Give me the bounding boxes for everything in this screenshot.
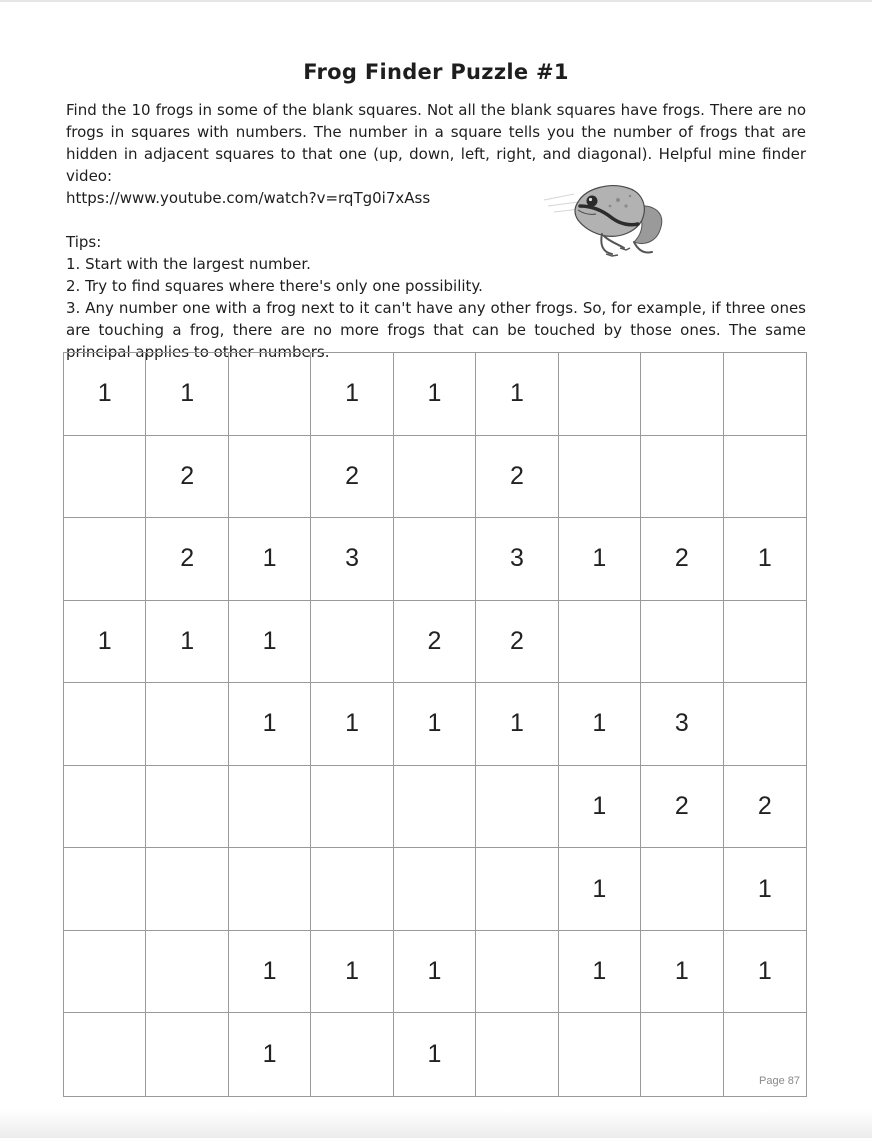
tip-item: 1. Start with the largest number.: [66, 255, 311, 273]
grid-cell: 1: [724, 848, 806, 931]
grid-cell: 1: [724, 931, 806, 1014]
grid-cell: [641, 601, 723, 684]
tips-heading: Tips:: [66, 233, 102, 251]
grid-cell: [394, 766, 476, 849]
grid-cell: [146, 683, 228, 766]
grid-cell: 1: [641, 931, 723, 1014]
tip-item: 3. Any number one with a frog next to it can't have any other frogs. So, for example, if three ones are touching a frog, there are no more frogs that can be touched by those ones. The same principal applies to other numbers.: [66, 299, 806, 361]
grid-cell: 1: [559, 766, 641, 849]
grid-cell: [311, 601, 393, 684]
grid-cell: 1: [559, 683, 641, 766]
grid-cell: 3: [311, 518, 393, 601]
grid-cell: 2: [311, 436, 393, 519]
grid-cell: 1: [394, 931, 476, 1014]
grid-cell: 1: [394, 683, 476, 766]
grid-cell: [394, 848, 476, 931]
page-number: Page 87: [759, 1075, 800, 1087]
grid-cell: [311, 848, 393, 931]
grid-cell: [641, 1013, 723, 1096]
grid-cell: 1: [311, 683, 393, 766]
tip-item: 2. Try to find squares where there's only one possibility.: [66, 277, 483, 295]
grid-cell: [724, 683, 806, 766]
grid-cell: 1: [311, 931, 393, 1014]
grid-cell: 1: [476, 353, 558, 436]
grid-cell: 1: [394, 1013, 476, 1096]
grid-cell: 1: [229, 601, 311, 684]
grid-cell: [146, 848, 228, 931]
grid-cell: 1: [394, 353, 476, 436]
grid-cell: [229, 766, 311, 849]
frog-icon: [540, 176, 670, 262]
grid-cell: [229, 353, 311, 436]
grid-cell: [394, 518, 476, 601]
grid-cell: [146, 1013, 228, 1096]
grid-cell: [64, 848, 146, 931]
grid-cell: [146, 931, 228, 1014]
grid-cell: 2: [724, 766, 806, 849]
grid-cell: [394, 436, 476, 519]
grid-cell: [641, 848, 723, 931]
page-top-edge: [0, 0, 872, 2]
grid-cell: [476, 848, 558, 931]
grid-cell: [559, 1013, 641, 1096]
grid-cell: [64, 766, 146, 849]
grid-cell: 1: [64, 601, 146, 684]
page-title: Frog Finder Puzzle #1: [303, 60, 569, 84]
intro-text: [66, 99, 806, 209]
grid-cell: [476, 766, 558, 849]
grid-cell: 2: [641, 766, 723, 849]
video-link[interactable]: https://www.youtube.com/watch?v=rqTg0i7xAss: [66, 189, 431, 207]
grid-cell: 1: [476, 683, 558, 766]
grid-cell: 1: [559, 518, 641, 601]
grid-cell: 2: [476, 436, 558, 519]
grid-cell: 2: [146, 436, 228, 519]
grid-cell: [641, 436, 723, 519]
grid-cell: 1: [229, 931, 311, 1014]
grid-cell: [64, 436, 146, 519]
grid-cell: [559, 436, 641, 519]
grid-cell: [559, 601, 641, 684]
tips-section: [66, 231, 806, 363]
grid-cell: 1: [724, 518, 806, 601]
grid-cell: [559, 353, 641, 436]
grid-cell: [229, 848, 311, 931]
grid-cell: [724, 353, 806, 436]
grid-cell: [476, 931, 558, 1014]
grid-cell: 2: [476, 601, 558, 684]
grid-cell: 3: [641, 683, 723, 766]
grid-cell: [64, 931, 146, 1014]
grid-cell: [64, 683, 146, 766]
grid-cell: 1: [311, 353, 393, 436]
grid-cell: [64, 518, 146, 601]
grid-cell: [641, 353, 723, 436]
intro-body: Find the 10 frogs in some of the blank squares. Not all the blank squares have frogs. There are no frogs in squares with numbers. The number in a square tells you the number of frogs that are hidden in adjacent squares to that one (up, down, left, right, and diagonal). Helpful mine finder video:: [66, 101, 806, 185]
grid-cell: 3: [476, 518, 558, 601]
grid-cell: [146, 766, 228, 849]
grid-cell: [229, 436, 311, 519]
grid-cell: 1: [146, 601, 228, 684]
page-bottom-edge: [0, 1110, 872, 1138]
grid-cell: 2: [146, 518, 228, 601]
instructions: [66, 99, 806, 363]
grid-cell: [476, 1013, 558, 1096]
grid-cell: [64, 1013, 146, 1096]
grid-cell: 1: [146, 353, 228, 436]
grid-cell: 1: [64, 353, 146, 436]
grid-cell: 2: [641, 518, 723, 601]
grid-cell: 1: [229, 683, 311, 766]
grid-cell: 1: [559, 931, 641, 1014]
grid-cell: [724, 601, 806, 684]
grid-cell: 1: [559, 848, 641, 931]
grid-cell: 1: [229, 1013, 311, 1096]
grid-cell: [724, 436, 806, 519]
grid-cell: [311, 766, 393, 849]
puzzle-grid: [63, 352, 807, 1097]
grid-cell: [311, 1013, 393, 1096]
grid-cell: 1: [229, 518, 311, 601]
grid-cell: 2: [394, 601, 476, 684]
